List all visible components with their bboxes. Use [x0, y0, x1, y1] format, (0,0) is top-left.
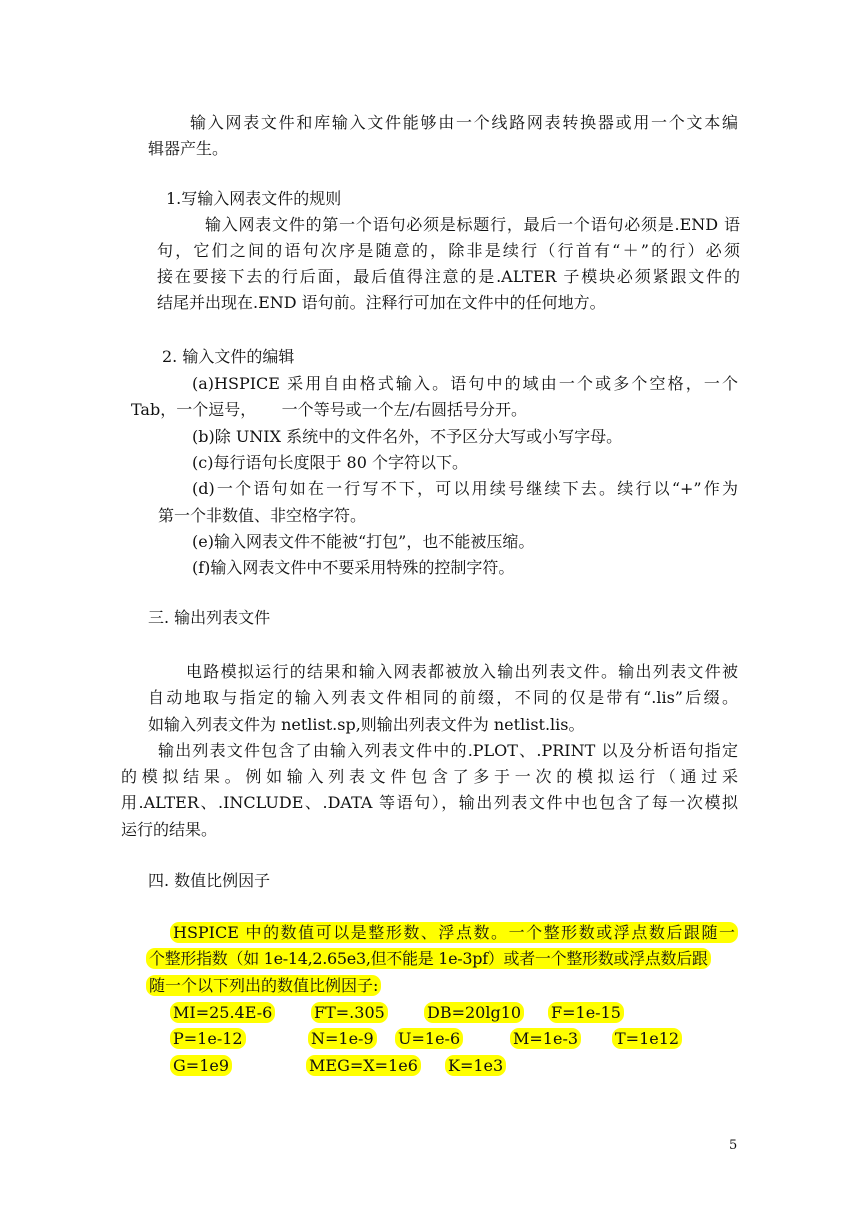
factor-text: MI=25.4E-6: [170, 1002, 275, 1023]
factor-mi: [170, 1002, 275, 1024]
section3-p1-line-2: 自动地取与指定的输入列表文件相同的前缀，不同的仅是带有“.lis”后缀。: [148, 688, 738, 707]
factor-text: T=1e12: [612, 1028, 682, 1049]
section2-heading: 2. 输入文件的编辑: [162, 347, 295, 366]
section3-p1-line-1: 电路模拟运行的结果和输入网表都被放入输出列表文件。输出列表文件被: [186, 662, 738, 681]
factor-text: DB=20lg10: [424, 1002, 524, 1023]
section4-p-line-3: [146, 975, 381, 997]
factor-text: M=1e-3: [510, 1028, 581, 1049]
factor-m: [510, 1028, 581, 1050]
section1-line-1: 输入网表文件的第一个语句必须是标题行，最后一个语句必须是.END 语: [205, 215, 740, 234]
section2-c: (c)每行语句长度限于 80 个字符以下。: [192, 453, 468, 472]
page-number: 5: [729, 1138, 738, 1153]
factor-p: [170, 1028, 246, 1050]
section3-p2-line-1: 输出列表文件包含了由输入列表文件中的.PLOT、.PRINT 以及分析语句指定: [158, 741, 738, 760]
section4-p-line-2: [146, 948, 711, 970]
section2-b: (b)除 UNIX 系统中的文件名外，不予区分大写或小写字母。: [192, 427, 623, 446]
section4-heading: 四. 数值比例因子: [148, 871, 271, 890]
factor-db: [424, 1002, 524, 1024]
section1-line-4: 结尾并出现在.END 语句前。注释行可加在文件中的任何地方。: [157, 293, 606, 312]
factor-text: F=1e-15: [548, 1002, 624, 1023]
factor-text: MEG=X=1e6: [306, 1055, 421, 1076]
factor-text: P=1e-12: [170, 1028, 246, 1049]
highlighted-text: HSPICE 中的数值可以是整形数、浮点数。一个整形数或浮点数后跟随一: [170, 922, 738, 943]
section1-line-3: 接在要接下去的行后面，最后值得注意的是.ALTER 子模块必须紧跟文件的: [157, 267, 740, 286]
section3-heading: 三. 输出列表文件: [148, 608, 271, 627]
section3-p1-line-3: 如输入列表文件为 netlist.sp,则输出列表文件为 netlist.lis。: [148, 715, 585, 734]
factor-k: [445, 1055, 506, 1077]
intro-line-1: 输入网表文件和库输入文件能够由一个线路网表转换器或用一个文本编: [190, 113, 738, 132]
factor-text: FT=.305: [311, 1002, 388, 1023]
highlighted-text: 随一个以下列出的数值比例因子:: [146, 975, 381, 996]
section2-a-line-2: Tab，一个逗号， 一个等号或一个左/右圆括号分开。: [131, 400, 528, 419]
section2-e: (e)输入网表文件不能被“打包”，也不能被压缩。: [192, 532, 535, 551]
factor-meg: [306, 1055, 421, 1077]
section3-p2-line-3: 用.ALTER、.INCLUDE、.DATA 等语句），输出列表文件中也包含了每一次模拟: [121, 793, 738, 812]
factor-g: [170, 1055, 232, 1077]
section2-a-line-1: (a)HSPICE 采用自由格式输入。语句中的域由一个或多个空格，一个: [192, 374, 738, 393]
section2-d-line-1: (d)一个语句如在一行写不下，可以用续号继续下去。续行以“+”作为: [192, 479, 738, 498]
factor-u: [395, 1028, 463, 1050]
factor-f: [548, 1002, 624, 1024]
intro-line-2: 辑器产生。: [148, 139, 229, 158]
section2-d-line-2: 第一个非数值、非空格字符。: [158, 506, 367, 525]
section2-f: (f)输入网表文件中不要采用特殊的控制字符。: [192, 558, 515, 577]
section4-p-line-1: [170, 922, 738, 944]
factor-text: N=1e-9: [308, 1028, 377, 1049]
factor-n: [308, 1028, 377, 1050]
section1-line-2: 句，它们之间的语句次序是随意的，除非是续行（行首有“＋”的行）必须: [157, 241, 740, 260]
highlighted-text: 个整形指数（如 1e-14,2.65e3,但不能是 1e-3pf）或者一个整形数或浮点数后跟: [146, 948, 711, 969]
factor-text: K=1e3: [445, 1055, 506, 1076]
factor-text: G=1e9: [170, 1055, 232, 1076]
section3-p2-line-4: 运行的结果。: [121, 820, 218, 839]
section3-p2-line-2: 的模拟结果。例如输入列表文件包含了多于一次的模拟运行（通过采: [121, 767, 738, 786]
factor-text: U=1e-6: [395, 1028, 463, 1049]
factor-t: [612, 1028, 682, 1050]
factor-ft: [311, 1002, 388, 1024]
section1-heading: 1.写输入网表文件的规则: [166, 189, 342, 208]
